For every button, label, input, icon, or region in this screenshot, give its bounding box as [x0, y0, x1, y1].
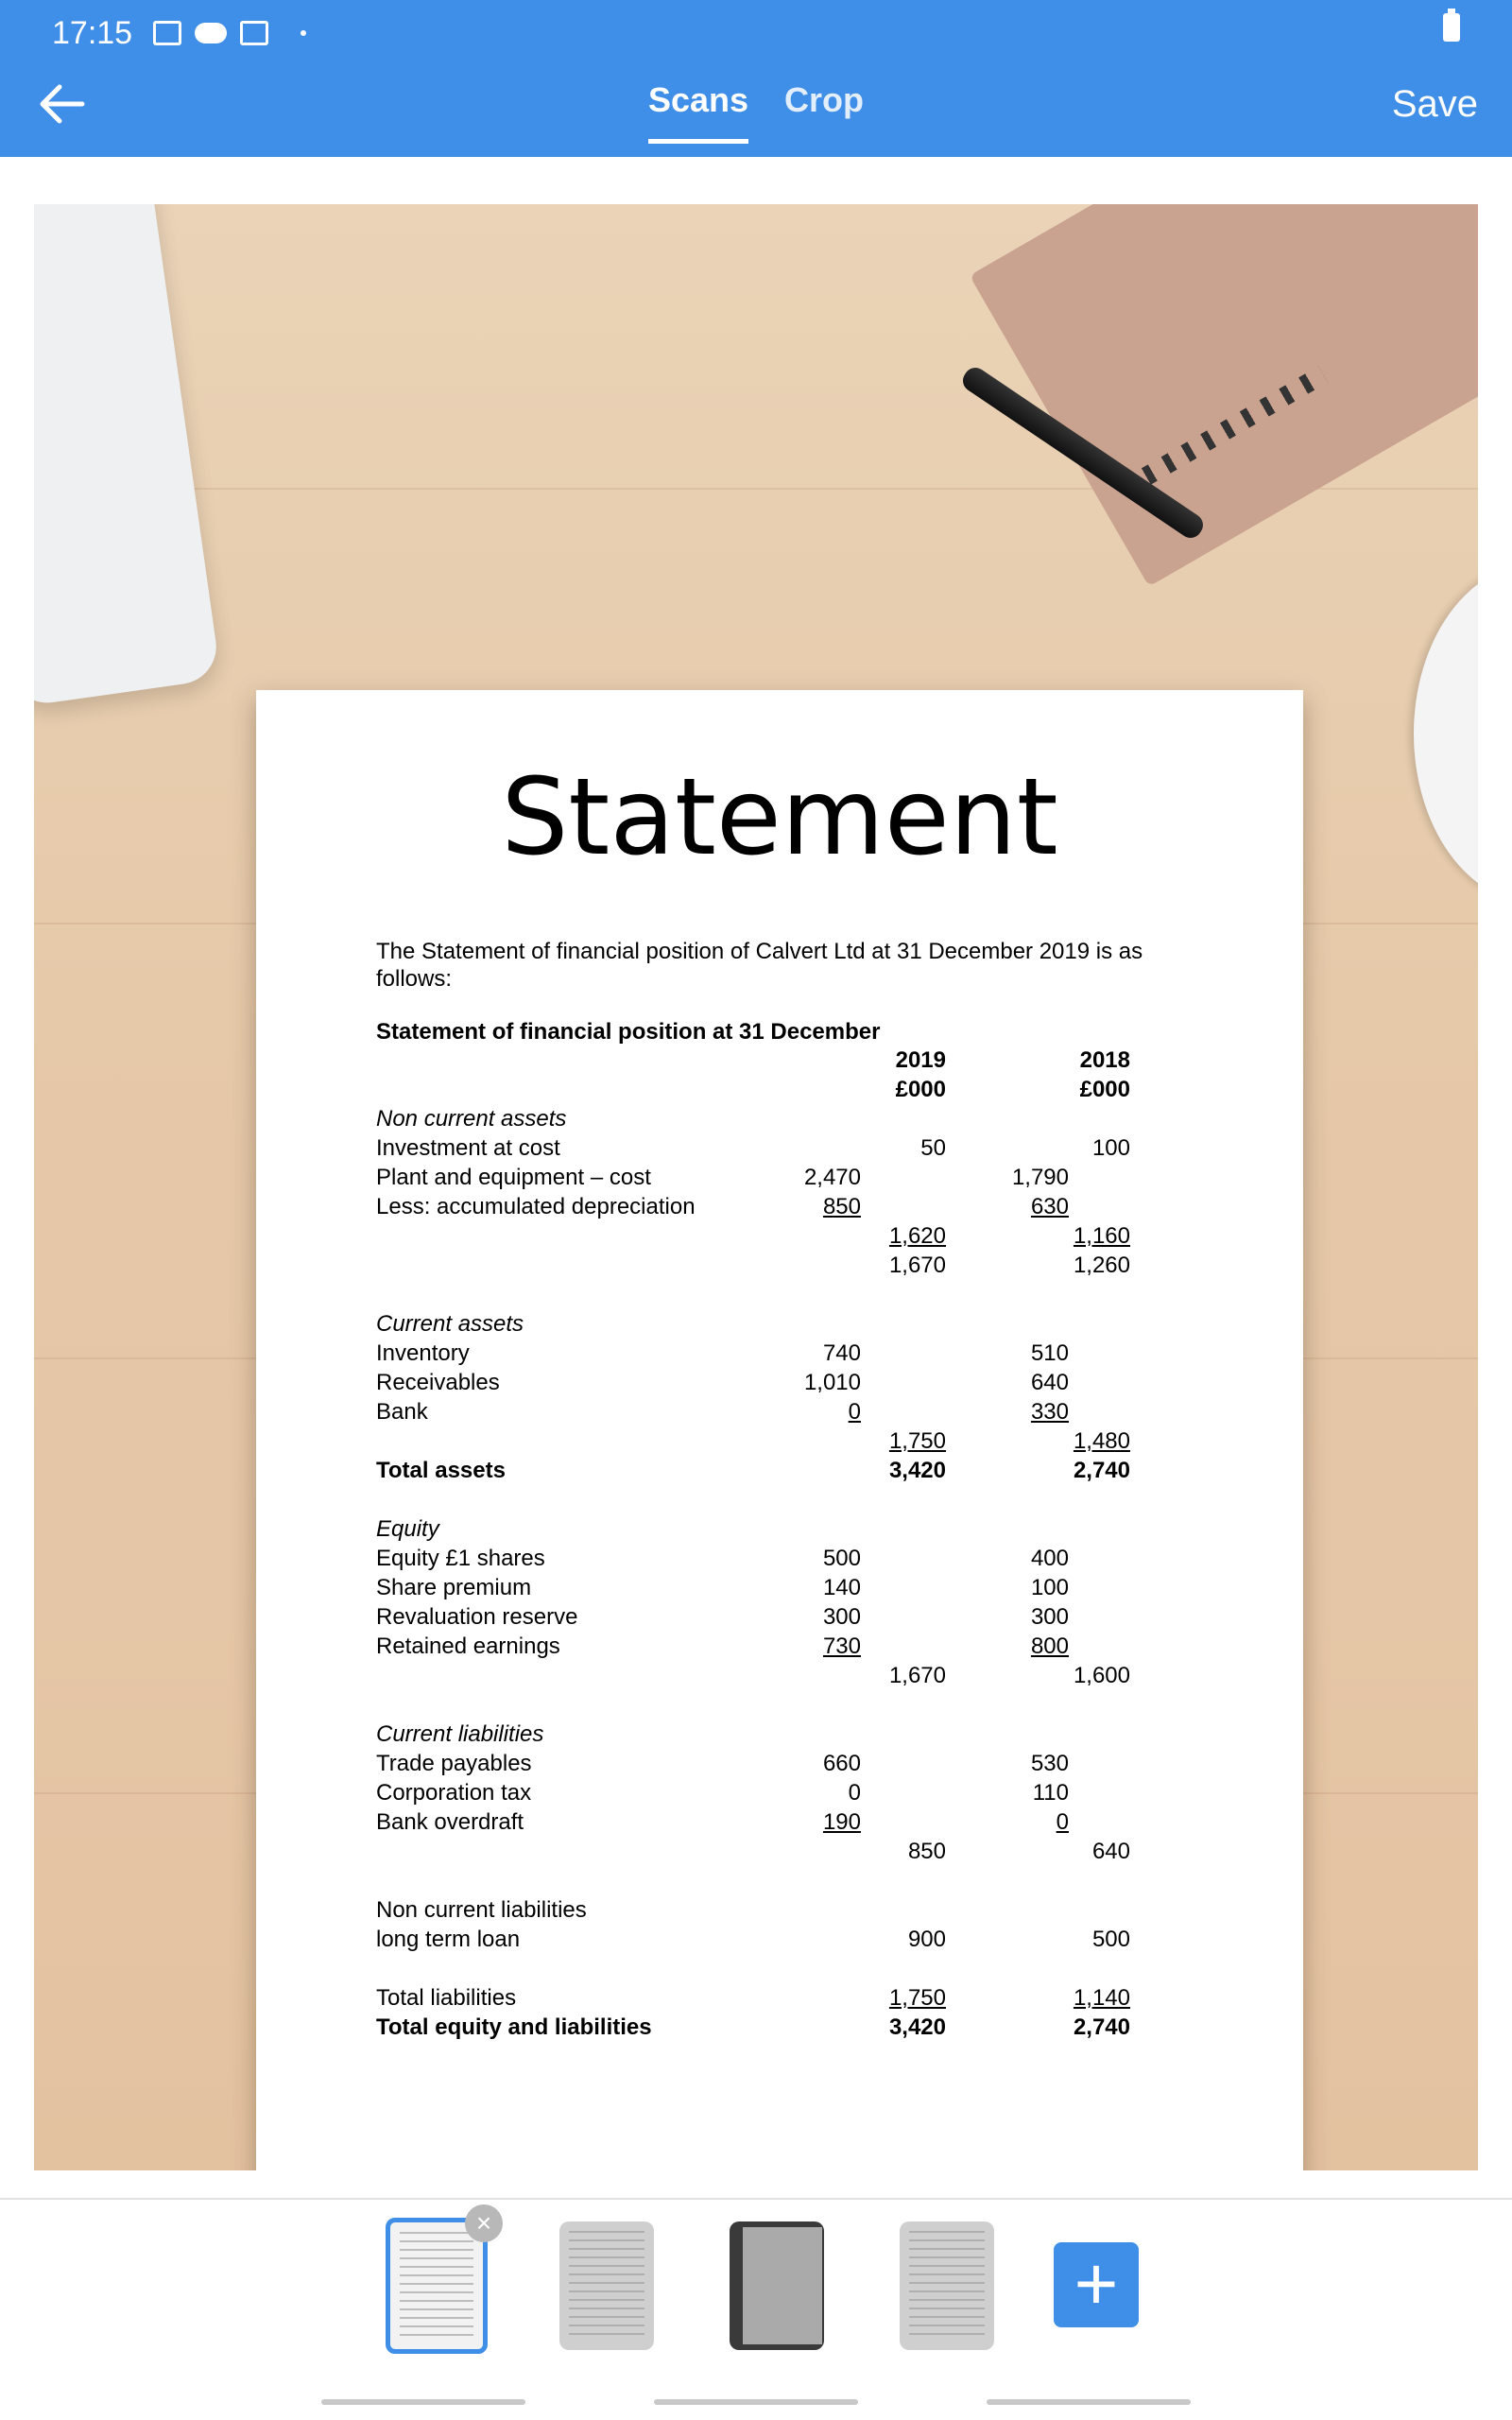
row-label: Equity — [376, 1516, 439, 1542]
row-value: 850 — [907, 1839, 946, 1864]
image-notification-icon — [153, 21, 181, 45]
row-value: 510 — [1030, 1340, 1069, 1366]
row-label: Non current assets — [376, 1106, 567, 1132]
row-value: 1,790 — [1011, 1165, 1069, 1190]
row-label: Plant and equipment – cost — [376, 1165, 651, 1190]
scan-preview — [34, 204, 1478, 2170]
row-value: 1,750 — [888, 1985, 946, 2011]
app-bar — [0, 0, 1512, 157]
save-button[interactable]: Save — [1391, 83, 1478, 125]
thumbnail-page-4[interactable] — [900, 2221, 994, 2350]
row-value: 500 — [1091, 1927, 1130, 1952]
remove-page-button[interactable]: × — [465, 2204, 503, 2242]
row-value: 3,420 — [888, 2014, 946, 2040]
row-value: 0 — [848, 1399, 861, 1425]
row-value: 3,420 — [888, 1458, 946, 1483]
row-value: 850 — [822, 1194, 861, 1219]
row-label: Total assets — [376, 1458, 506, 1483]
row-value: 330 — [1030, 1399, 1069, 1425]
row-value: 0 — [848, 1780, 861, 1806]
document-title: Statement — [501, 756, 1058, 879]
row-value: 0 — [1056, 1809, 1069, 1835]
col-2019-year: 2019 — [895, 1047, 946, 1073]
row-value: 1,260 — [1073, 1253, 1130, 1278]
cup — [1414, 563, 1478, 904]
calendar-icon — [240, 21, 268, 45]
status-time: 17:15 — [52, 14, 133, 51]
row-value: 630 — [1030, 1194, 1069, 1219]
row-value: 1,600 — [1073, 1663, 1130, 1688]
laptop-corner — [34, 204, 221, 708]
row-label: Share premium — [376, 1575, 532, 1600]
nav-hint — [987, 2399, 1191, 2405]
row-label: Bank overdraft — [376, 1809, 524, 1835]
row-value: 140 — [822, 1575, 861, 1600]
row-label: Equity £1 shares — [376, 1546, 545, 1571]
row-label: Current liabilities — [376, 1721, 544, 1747]
row-value: 740 — [822, 1340, 861, 1366]
row-label: Trade payables — [376, 1751, 532, 1776]
row-label: Bank — [376, 1399, 428, 1425]
row-label: Revaluation reserve — [376, 1604, 578, 1630]
row-value: 2,470 — [803, 1165, 861, 1190]
row-value: 500 — [822, 1546, 861, 1571]
add-page-button[interactable]: + — [1054, 2242, 1139, 2327]
row-value: 300 — [822, 1604, 861, 1630]
col-2018-year: 2018 — [1079, 1047, 1130, 1073]
row-label: Retained earnings — [376, 1634, 560, 1659]
row-value: 640 — [1091, 1839, 1130, 1864]
row-value: 800 — [1030, 1634, 1069, 1659]
row-value: 660 — [822, 1751, 861, 1776]
table-title: Statement of financial position at 31 December — [376, 1019, 881, 1045]
document-page — [256, 690, 1303, 2170]
row-label: Investment at cost — [376, 1135, 560, 1161]
row-value: 110 — [1032, 1780, 1069, 1806]
row-label: Corporation tax — [376, 1780, 532, 1806]
row-label: Total equity and liabilities — [376, 2014, 652, 2040]
thumbnail-page-2[interactable] — [559, 2221, 654, 2350]
more-notifications-icon — [301, 30, 306, 36]
row-value: 190 — [822, 1809, 861, 1835]
row-value: 900 — [907, 1927, 946, 1952]
row-label: Less: accumulated depreciation — [376, 1194, 696, 1219]
nav-hint — [321, 2399, 525, 2405]
row-value: 300 — [1030, 1604, 1069, 1630]
row-value: 1,160 — [1073, 1223, 1130, 1249]
row-value: 50 — [920, 1135, 946, 1161]
thumbnail-page-3[interactable] — [730, 2221, 824, 2350]
row-label: Non current liabilities — [376, 1897, 587, 1923]
row-label: Inventory — [376, 1340, 470, 1366]
status-bar — [52, 9, 306, 57]
notebook — [970, 204, 1478, 587]
row-value: 1,010 — [803, 1370, 861, 1395]
row-value: 100 — [1030, 1575, 1069, 1600]
nav-hint — [654, 2399, 858, 2405]
document-intro: The Statement of financial position of Calvert Ltd at 31 December 2019 is as follows: — [376, 939, 1143, 992]
row-label: Receivables — [376, 1370, 500, 1395]
row-label: Total liabilities — [376, 1985, 517, 2011]
row-value: 640 — [1030, 1370, 1069, 1395]
row-value: 400 — [1030, 1546, 1069, 1571]
row-value: 1,750 — [888, 1428, 946, 1454]
row-value: 2,740 — [1073, 2014, 1130, 2040]
tab-crop[interactable]: Crop — [784, 80, 865, 119]
row-value: 1,620 — [888, 1223, 946, 1249]
tab-scans[interactable]: Scans — [648, 80, 748, 144]
row-value: 530 — [1030, 1751, 1069, 1776]
col-2019-unit: £000 — [895, 1077, 946, 1102]
row-value: 1,140 — [1073, 1985, 1130, 2011]
col-2018-unit: £000 — [1079, 1077, 1130, 1102]
thumbnail-divider — [0, 2198, 1512, 2200]
row-value: 730 — [822, 1634, 861, 1659]
row-value: 1,670 — [888, 1253, 946, 1278]
cloud-icon — [195, 23, 227, 43]
row-value: 1,480 — [1073, 1428, 1130, 1454]
tab-bar — [0, 80, 1512, 144]
battery-icon — [1443, 13, 1460, 42]
row-value: 100 — [1091, 1135, 1130, 1161]
row-label: long term loan — [376, 1927, 521, 1952]
row-value: 1,670 — [888, 1663, 946, 1688]
row-label: Current assets — [376, 1311, 524, 1337]
row-value: 2,740 — [1073, 1458, 1130, 1483]
